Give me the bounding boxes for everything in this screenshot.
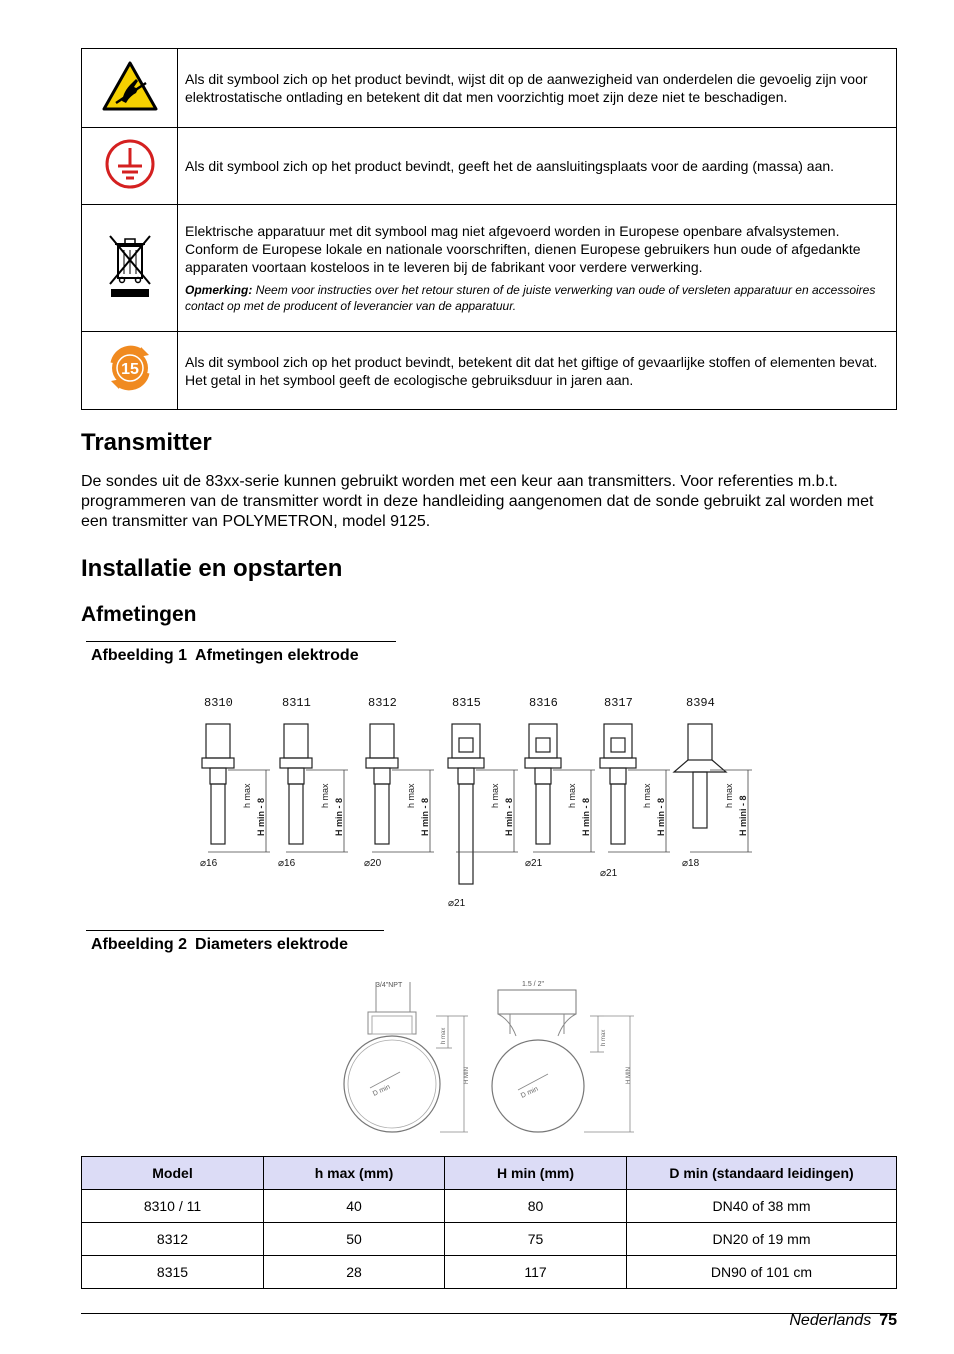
cell-model: 8312 bbox=[82, 1223, 264, 1256]
Hmin-label: H min - 8 bbox=[334, 797, 344, 836]
electrode-head bbox=[206, 724, 230, 758]
note-text: Neem voor instructies over het retour sturen of de juiste verwerking van oude of versleten apparatuur en accessoires contact op met de producent of leverancier van de apparatuur. bbox=[185, 283, 876, 313]
symbols-table bbox=[81, 48, 897, 410]
electrode-shaft bbox=[693, 772, 707, 828]
diameter-label: ⌀18 bbox=[682, 858, 700, 869]
subsection-heading-dimensions: Afmetingen bbox=[81, 603, 197, 626]
cell-hmax: 50 bbox=[264, 1223, 445, 1256]
symbol-row bbox=[82, 49, 897, 128]
electrode-window bbox=[459, 738, 473, 752]
electrode-collar bbox=[600, 758, 636, 768]
diameter-label: ⌀21 bbox=[525, 858, 543, 869]
figure-2-diameter-drawing bbox=[340, 976, 640, 1140]
note-label: Opmerking: bbox=[185, 283, 253, 297]
hmax-label: h max bbox=[724, 783, 734, 808]
electrode-model-label: 8311 bbox=[282, 696, 311, 710]
electrode-neck bbox=[458, 768, 474, 784]
left-thread-label: 3/4"NPT bbox=[376, 982, 403, 989]
electrode-shaft bbox=[611, 784, 625, 844]
electrode-collar bbox=[525, 758, 561, 768]
figure-1-caption bbox=[86, 641, 396, 665]
header-dmin: D min (standaard leidingen) bbox=[627, 1157, 897, 1190]
electrode-model-label: 8312 bbox=[368, 696, 397, 710]
electrode-neck bbox=[374, 768, 390, 784]
efup-15-icon bbox=[105, 343, 155, 393]
diameter-label: ⌀16 bbox=[278, 858, 296, 869]
symbol-row bbox=[82, 205, 897, 332]
symbol-description-cell bbox=[178, 205, 897, 332]
Hmin-label: H min - 8 bbox=[656, 797, 666, 836]
section-heading-transmitter: Transmitter bbox=[81, 429, 212, 456]
electrode-neck bbox=[288, 768, 304, 784]
electrode-window bbox=[536, 738, 550, 752]
cell-Hmin: 75 bbox=[445, 1223, 627, 1256]
figure-1-title: Afmetingen elektrode bbox=[195, 647, 359, 664]
diameter-label: ⌀21 bbox=[600, 868, 618, 879]
hmax-label: h max bbox=[242, 783, 252, 808]
symbol-icon-cell bbox=[82, 332, 178, 410]
electrode-shaft bbox=[536, 784, 550, 844]
weee-crossed-bin-icon bbox=[105, 232, 155, 300]
note bbox=[185, 282, 889, 314]
electrode-head bbox=[370, 724, 394, 758]
electrode-collar bbox=[280, 758, 312, 768]
electrode-collar bbox=[366, 758, 398, 768]
table-row bbox=[82, 1190, 897, 1223]
figure-2-title: Diameters elektrode bbox=[195, 936, 348, 953]
table-row bbox=[82, 1223, 897, 1256]
hmax-label: h max bbox=[642, 783, 652, 808]
right-dmin-label: D min bbox=[519, 1085, 540, 1100]
electrode-head bbox=[529, 724, 557, 758]
efup-number: 15 bbox=[120, 361, 139, 378]
hmax-label: h max bbox=[567, 783, 577, 808]
symbol-description: Als dit symbool zich op het product bevindt, geeft het de aansluitingsplaats voor de aarding (massa) aan. bbox=[178, 128, 897, 205]
electrode-shaft bbox=[289, 784, 303, 844]
right-hmax-label: h max bbox=[601, 1029, 607, 1046]
cell-dmin: DN40 of 38 mm bbox=[627, 1190, 897, 1223]
symbol-description: Elektrische apparatuur met dit symbool mag niet afgevoerd worden in Europese openbare afvalsystemen. Conform de Europese lokale en nationale voorschriften, dienen Europese gebruikers hun oude of afgedankte apparaten voortaan kosteloos in te leveren bij de fabrikant voor verdere verwerking. bbox=[185, 223, 861, 275]
header-model: Model bbox=[82, 1157, 264, 1190]
electrode-collar bbox=[448, 758, 484, 768]
header-Hmin: H min (mm) bbox=[445, 1157, 627, 1190]
electrode-head bbox=[688, 724, 712, 760]
transmitter-paragraph: De sondes uit de 83xx-serie kunnen gebruikt worden met een keur aan transmitters. Voor referenties m.b.t. programmeren van de transmitter wordt in deze handleiding aangenomen dat de sonde gebruikt zal worden met een transmitter van POLYMETRON, model 9125. bbox=[81, 473, 874, 530]
cell-hmax: 28 bbox=[264, 1256, 445, 1289]
hmax-label: h max bbox=[490, 783, 500, 808]
electrode-head bbox=[452, 724, 480, 758]
cell-Hmin: 117 bbox=[445, 1256, 627, 1289]
electrode-shaft bbox=[459, 784, 473, 884]
symbol-icon-cell bbox=[82, 49, 178, 128]
figure-1-number: Afbeelding 1 bbox=[91, 647, 188, 664]
electrode-shaft bbox=[211, 784, 225, 844]
symbol-icon-cell bbox=[82, 205, 178, 332]
cell-Hmin: 80 bbox=[445, 1190, 627, 1223]
electrode-window bbox=[611, 738, 625, 752]
figure-2-number: Afbeelding 2 bbox=[91, 936, 188, 953]
Hmin-label: H min - 8 bbox=[581, 797, 591, 836]
symbol-description: Als dit symbool zich op het product bevindt, wijst dit op de aanwezigheid van onderdelen die gevoelig zijn voor elektrostatische ontlading en betekent dit dat men voorzichtig moet zijn deze niet te beschadigen. bbox=[178, 49, 897, 128]
electrode-neck bbox=[610, 768, 626, 784]
electrode-shaft bbox=[375, 784, 389, 844]
diameter-label: ⌀21 bbox=[448, 898, 466, 909]
esd-warning-icon bbox=[102, 61, 158, 111]
symbol-icon-cell bbox=[82, 128, 178, 205]
cell-dmin: DN20 of 19 mm bbox=[627, 1223, 897, 1256]
page-footer bbox=[789, 1312, 897, 1330]
cell-dmin: DN90 of 101 cm bbox=[627, 1256, 897, 1289]
cell-model: 8315 bbox=[82, 1256, 264, 1289]
left-dmin-label: D min bbox=[371, 1083, 392, 1098]
hmax-label: h max bbox=[320, 783, 330, 808]
right-thread-label: 1.5 / 2" bbox=[522, 981, 544, 988]
section-heading-installation: Installatie en opstarten bbox=[81, 555, 343, 582]
symbol-row bbox=[82, 128, 897, 205]
symbol-description: Als dit symbool zich op het product bevindt, betekent dit dat het giftige of gevaarlijke stoffen of elementen bevat. Het getal in het symbool geeft de ecologische gebruiksduur in jaren aan. bbox=[178, 332, 897, 410]
table-row bbox=[82, 1256, 897, 1289]
symbol-row bbox=[82, 332, 897, 410]
electrode-model-label: 8315 bbox=[452, 696, 481, 710]
footer-language: Nederlands bbox=[789, 1312, 872, 1329]
hmax-label: h max bbox=[406, 783, 416, 808]
electrode-collar bbox=[202, 758, 234, 768]
diameter-label: ⌀16 bbox=[200, 858, 218, 869]
left-Hmin-label: H MIN bbox=[464, 1067, 470, 1084]
electrode-model-label: 8394 bbox=[686, 696, 715, 710]
figure-2-caption bbox=[86, 930, 384, 954]
protective-earth-icon bbox=[104, 138, 156, 190]
electrode-model-label: 8310 bbox=[204, 696, 233, 710]
footer-divider bbox=[81, 1313, 897, 1314]
diameter-label: ⌀20 bbox=[364, 858, 382, 869]
electrode-model-label: 8317 bbox=[604, 696, 633, 710]
electrode-neck bbox=[535, 768, 551, 784]
Hmin-label: H mini - 8 bbox=[738, 795, 748, 836]
cell-model: 8310 / 11 bbox=[82, 1190, 264, 1223]
Hmin-label: H min - 8 bbox=[504, 797, 514, 836]
Hmin-label: H min - 8 bbox=[256, 797, 266, 836]
left-hmax-label: h max bbox=[441, 1027, 447, 1044]
table-header-row bbox=[82, 1157, 897, 1190]
electrode-head bbox=[284, 724, 308, 758]
figure-1-electrode-drawing bbox=[198, 690, 778, 912]
dimensions-table bbox=[81, 1156, 897, 1289]
Hmin-label: H min - 8 bbox=[420, 797, 430, 836]
electrode-model-label: 8316 bbox=[529, 696, 558, 710]
electrode-neck bbox=[210, 768, 226, 784]
right-Hmin-label: H MIN bbox=[626, 1067, 632, 1084]
header-hmax: h max (mm) bbox=[264, 1157, 445, 1190]
page-number: 75 bbox=[879, 1312, 897, 1329]
cell-hmax: 40 bbox=[264, 1190, 445, 1223]
electrode-head bbox=[604, 724, 632, 758]
